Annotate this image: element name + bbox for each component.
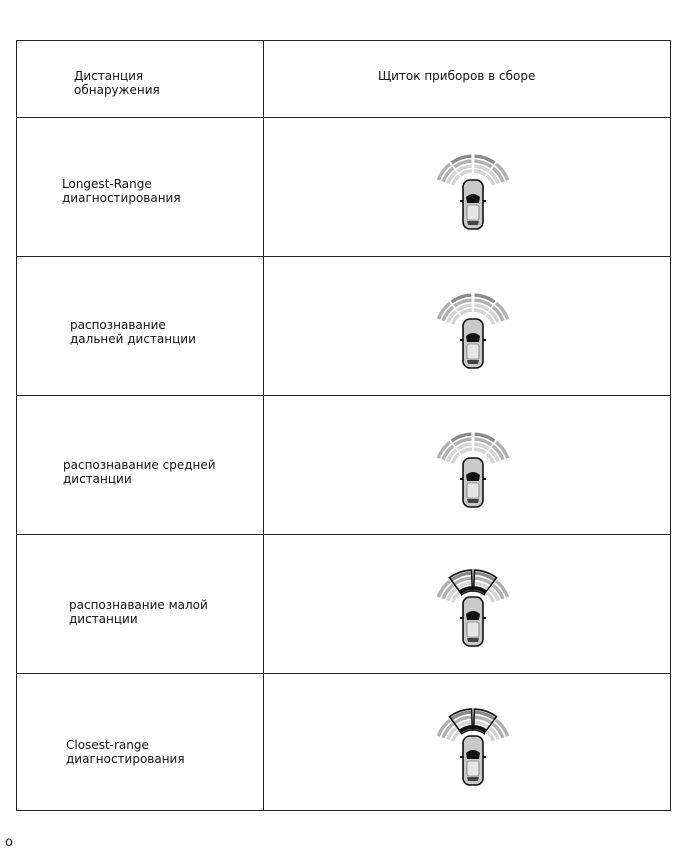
car-roof [467,205,479,220]
row-label-medium-range: распознавание средней дистанции [63,458,216,486]
car-roof [467,761,479,776]
car-rear-window [467,777,479,781]
parking-sensor-car-icon [436,701,510,787]
car-rear-window [467,499,479,503]
car-roof [467,622,479,637]
car-mirror [460,617,463,619]
car-mirror [483,478,486,480]
parking-sensor-car-icon [436,284,510,370]
row-label-longest-range: Longest-Range диагностирования [62,177,181,205]
detection-table [16,40,671,811]
parking-sensor-car-icon [436,145,510,231]
car-mirror [460,478,463,480]
car-mirror [460,200,463,202]
column-divider [263,41,264,810]
car-rear-window [467,360,479,364]
row-divider [17,117,670,118]
car-mirror [483,756,486,758]
row-divider [17,256,670,257]
row-label-long-range: распознавание дальней дистанции [70,318,196,346]
car-mirror [483,617,486,619]
row-label-closest-range: Closest-range диагностирования [66,738,185,766]
parking-sensor-car-icon [436,562,510,648]
header-detection-distance: Дистанция обнаружения [74,69,160,97]
header-instrument-cluster: Щиток приборов в сборе [378,69,536,83]
row-divider [17,395,670,396]
footer-mark: o [5,835,13,850]
row-divider [17,673,670,674]
row-divider [17,534,670,535]
car-roof [467,483,479,498]
car-rear-window [467,221,479,225]
car-mirror [483,200,486,202]
car-mirror [460,339,463,341]
car-rear-window [467,638,479,642]
car-roof [467,344,479,359]
parking-sensor-car-icon [436,423,510,509]
row-label-short-range: распознавание малой дистанции [69,598,208,626]
car-mirror [460,756,463,758]
car-mirror [483,339,486,341]
